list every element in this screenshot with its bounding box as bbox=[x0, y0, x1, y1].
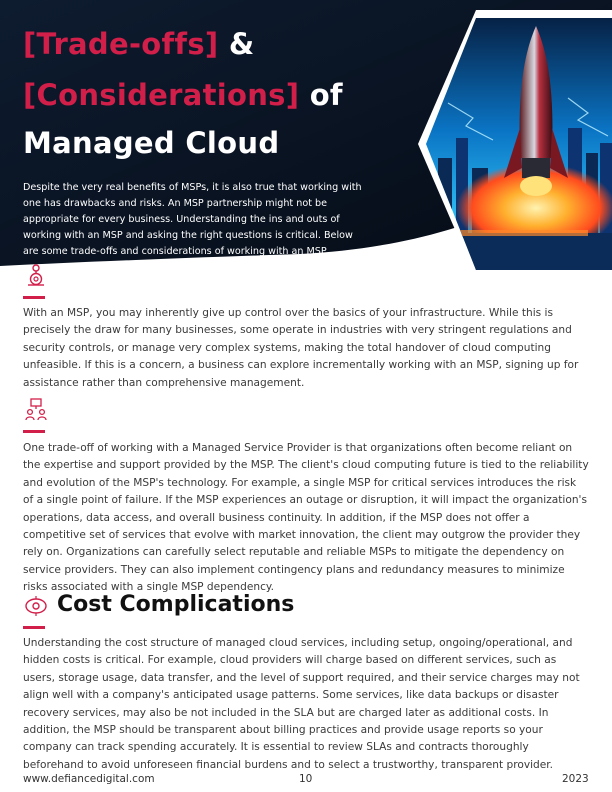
section-divider bbox=[23, 430, 45, 433]
footer-year: 2023 bbox=[562, 773, 589, 785]
eye-target-icon bbox=[25, 594, 47, 618]
title-ampersand: & bbox=[228, 27, 255, 61]
footer-website: www.defiancedigital.com bbox=[23, 773, 155, 785]
page-title-line-1 bbox=[23, 26, 254, 62]
control-dial-icon bbox=[25, 263, 47, 287]
page-title-line-2 bbox=[23, 77, 343, 113]
title-accent-considerations: [Considerations] bbox=[23, 78, 300, 112]
page-title-line-3 bbox=[23, 125, 279, 161]
section-control-body: With an MSP, you may inherently give up control over the basics of your infrastructure. While this is precisely the draw for many businesses, some operate in industries with very stringent regulations and security controls, or manage very complex systems, making the total handover of cloud computing unfeasible. If this is a concern, a business can explore incrementally working with an MSP, signing up for assistance rather than comprehensive management. bbox=[23, 307, 579, 389]
title-accent-tradeoffs: [Trade-offs] bbox=[23, 27, 219, 61]
intro-paragraph: Despite the very real benefits of MSPs, it is also true that working with one has drawbacks and risks. An MSP partnership might not be appropriate for every business. Understanding the ins and outs of working with an MSP and asking the right questions is critical. Below are some trade-offs and considerations of working with an MSP. bbox=[23, 182, 362, 257]
section-divider bbox=[23, 626, 45, 629]
rocket-hero-image bbox=[418, 8, 612, 280]
footer-page-number: 10 bbox=[299, 773, 313, 785]
title-of: of bbox=[309, 78, 343, 112]
team-dependency-icon bbox=[25, 398, 47, 422]
section-dependency-body: One trade-off of working with a Managed Service Provider is that organizations often become reliant on the expertise and support provided by the MSP. The client's cloud computing future is tied to the reliability and evolution of the MSP's technology. For example, a single MSP for critical services introduces the risk of a single point of failure. If the MSP experiences an outage or disruption, it will impact the organization's operations, data access, and overall business continuity. In addition, if the MSP does not offer a competitive set of services that evolve with market innovation, the client may outgrow the provider they rely on. Organizations can carefully select reputable and reliable MSPs to mitigate the dependency on service providers. They can also implement contingency plans and redundancy measures to minimize risks associated with a single MSP dependency. bbox=[23, 442, 589, 594]
title-managed-cloud: Managed Cloud bbox=[23, 126, 280, 160]
section-cost-body: Understanding the cost structure of managed cloud services, including setup, ongoing/operational, and hidden costs is critical. For example, cloud providers will charge based on different services, such as users, storage usage, data transfer, and the level of support required, and their service charges may not align well with a company's anticipated usage patterns. Some services, like data backups or disaster recovery services, may also be not included in the SLA but are charged later as additional costs. In addition, the MSP should be transparent about billing practices and provide usage reports so your company can track spending accurately. It is essential to review SLAs and contracts thoroughly beforehand to avoid unforeseen financial burdens and to select a trustworthy, transparent provider. bbox=[23, 637, 580, 771]
cost-complications-heading: Cost Complications bbox=[57, 592, 295, 617]
section-divider bbox=[23, 296, 45, 299]
